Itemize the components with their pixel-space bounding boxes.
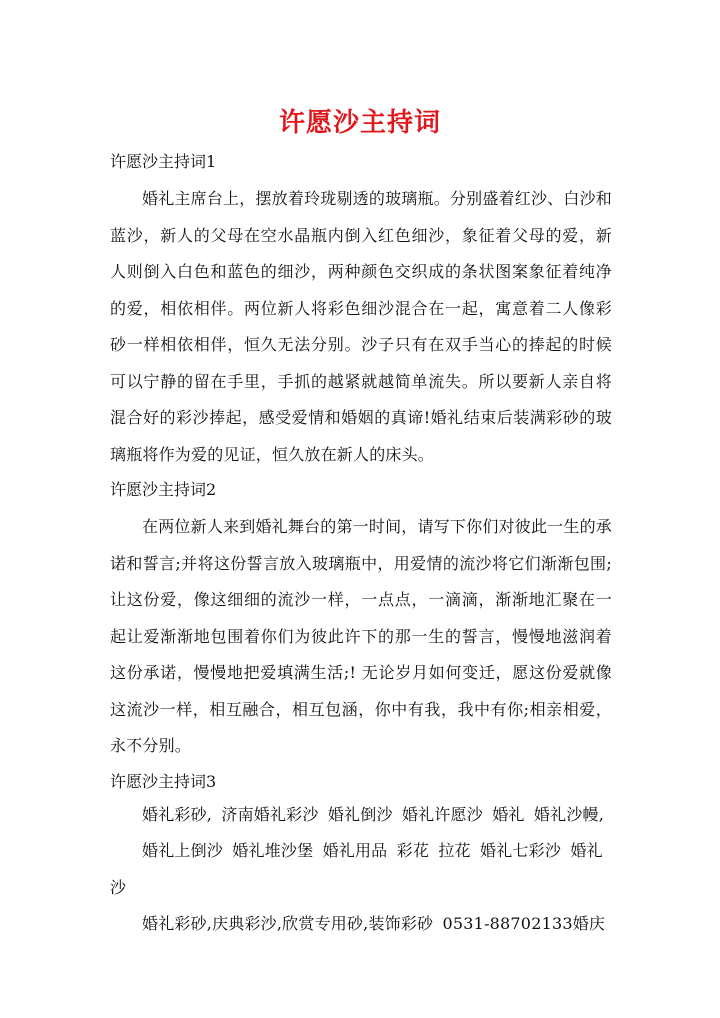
keyword-line: 婚礼彩砂,庆典彩沙,欣赏专用砂,装饰彩砂 0531-88702133婚庆 [142,914,606,933]
section-heading: 许愿沙主持词2 [110,480,217,499]
section-heading: 许愿沙主持词1 [110,152,217,171]
section-2 [110,475,612,765]
section-paragraph: 婚礼主席台上，摆放着玲珑剔透的玻璃瓶。分别盛着红沙、白沙和蓝沙，新人的父母在空水晶瓶内倒入红色细沙，象征着父母的爱，新人则倒入白色和蓝色的细沙，两种颜色交织成的条状图案象征着纯净的爱，相依相伴。两位新人将彩色细沙混合在一起，寓意着二人像彩砂一样相依相伴，恒久无法分别。沙子只有在双手当心的捧起的时候可以宁静的留在手里，手抓的越紧就越简单流失。所以要新人亲自将混合好的彩沙捧起，感受爱情和婚姻的真谛!婚礼结束后装满彩砂的玻璃瓶将作为爱的见证，恒久放在新人的床头。 [110,189,612,464]
document-title: 许愿沙主持词 [278,108,441,139]
section-3 [110,767,612,943]
section-1 [110,147,612,473]
keyword-line: 婚礼彩砂, 济南婚礼彩沙 婚礼倒沙 婚礼许愿沙 婚礼 婚礼沙幔, [142,804,605,824]
document-body [110,147,612,943]
section-paragraph: 在两位新人来到婚礼舞台的第一时间，请写下你们对彼此一生的承诺和誓言;并将这份誓言放入玻璃瓶中，用爱情的流沙将它们渐渐包围;让这份爱，像这细细的流沙一样，一点点，一滴滴，渐渐地汇聚在一起让爱渐渐地包围着你们为彼此许下的那一生的誓言，慢慢地滋润着这份承诺，慢慢地把爱填满生活;! 无论岁月如何变迁，愿这份爱就像这流沙一样，相互融合，相互包涵，你中有我，我中有你;相亲相爱，永不分别。 [110,517,612,755]
keyword-line: 婚礼上倒沙 婚礼堆沙堡 婚礼用品 彩花 拉花 婚礼七彩沙 婚礼沙 [110,841,603,897]
section-heading: 许愿沙主持词3 [110,771,217,791]
